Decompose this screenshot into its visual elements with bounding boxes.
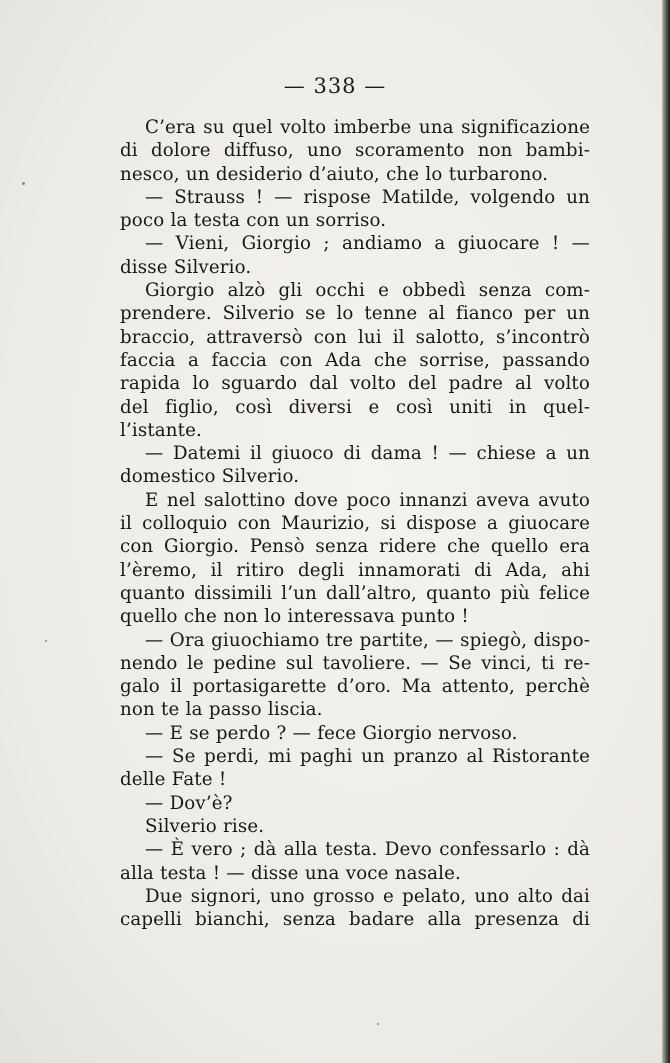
text-line: — Datemi il giuoco di dama ! — chiese a un — [145, 443, 590, 465]
text-line: — E se perdo ? — fece Giorgio nervoso. — [145, 722, 518, 744]
text-line: Giorgio alzò gli occhi e obbedì senza com- — [145, 280, 590, 302]
text-line: domestico Silverio. — [120, 466, 300, 488]
text-line: l’èremo, il ritiro degli innamorati di Ada, ahi — [120, 559, 590, 581]
page-number: — 338 — — [283, 74, 387, 98]
text-line: braccio, attraversò con lui il salotto, s’incontrò — [120, 326, 590, 348]
text-line: capelli bianchi, senza badare alla presenza di — [120, 909, 590, 931]
text-line: — Vieni, Giorgio ; andiamo a giuocare ! — — [145, 233, 590, 255]
text-line: il colloquio con Maurizio, si dispose a giuocare — [120, 513, 590, 535]
text-line: con Giorgio. Pensò senza ridere che quello era — [120, 536, 590, 558]
text-line: poco la testa con un sorriso. — [120, 210, 387, 232]
text-line: del figlio, così diversi e così uniti in quel- — [120, 396, 590, 418]
text-line: prendere. Silverio se lo tenne al fianco per un — [120, 303, 590, 325]
paper-speck — [45, 640, 47, 642]
body-text — [120, 116, 590, 931]
text-line: nesco, un desiderio d’aiuto, che lo turbarono. — [120, 163, 549, 185]
text-line: alla testa ! — disse una voce nasale. — [120, 862, 461, 884]
text-line: quanto dissimili l’un dall’altro, quanto più felice — [120, 582, 590, 604]
text-line: — Dov’è? — [145, 792, 233, 814]
text-line: nendo le pedine sul tavoliere. — Se vinci, ti re- — [120, 652, 590, 674]
text-line: delle Fate ! — [120, 769, 227, 791]
paper-speck — [377, 1023, 379, 1025]
text-line: — È vero ; dà alla testa. Devo confessarlo : dà — [145, 839, 590, 861]
text-line: galo il portasigarette d’oro. Ma attento, perchè — [120, 676, 590, 698]
text-line: Silverio rise. — [145, 815, 265, 837]
paper-speck — [22, 182, 25, 185]
text-line: C’era su quel volto imberbe una significazione — [145, 117, 590, 138]
text-line: disse Silverio. — [120, 256, 252, 278]
text-line: l’istante. — [120, 419, 202, 441]
text-line: — Strauss ! — rispose Matilde, volgendo un — [145, 186, 590, 208]
text-line: rapida lo sguardo dal volto del padre al volto — [120, 373, 590, 395]
text-line: non te la passo liscia. — [120, 699, 323, 721]
text-line: faccia a faccia con Ada che sorrise, passando — [120, 349, 590, 371]
text-line: — Ora giuochiamo tre partite, — spiegò, dispo- — [145, 629, 590, 651]
text-line: Due signori, uno grosso e pelato, uno alto dai — [145, 885, 590, 907]
text-line: quello che non lo interessava punto ! — [120, 606, 469, 628]
text-line: E nel salottino dove poco innanzi aveva avuto — [145, 489, 590, 511]
page-spine-shadow — [662, 0, 670, 1063]
text-line: di dolore diffuso, uno scoramento non bambi- — [120, 140, 590, 162]
text-line: — Se perdi, mi paghi un pranzo al Ristorante — [145, 746, 590, 768]
